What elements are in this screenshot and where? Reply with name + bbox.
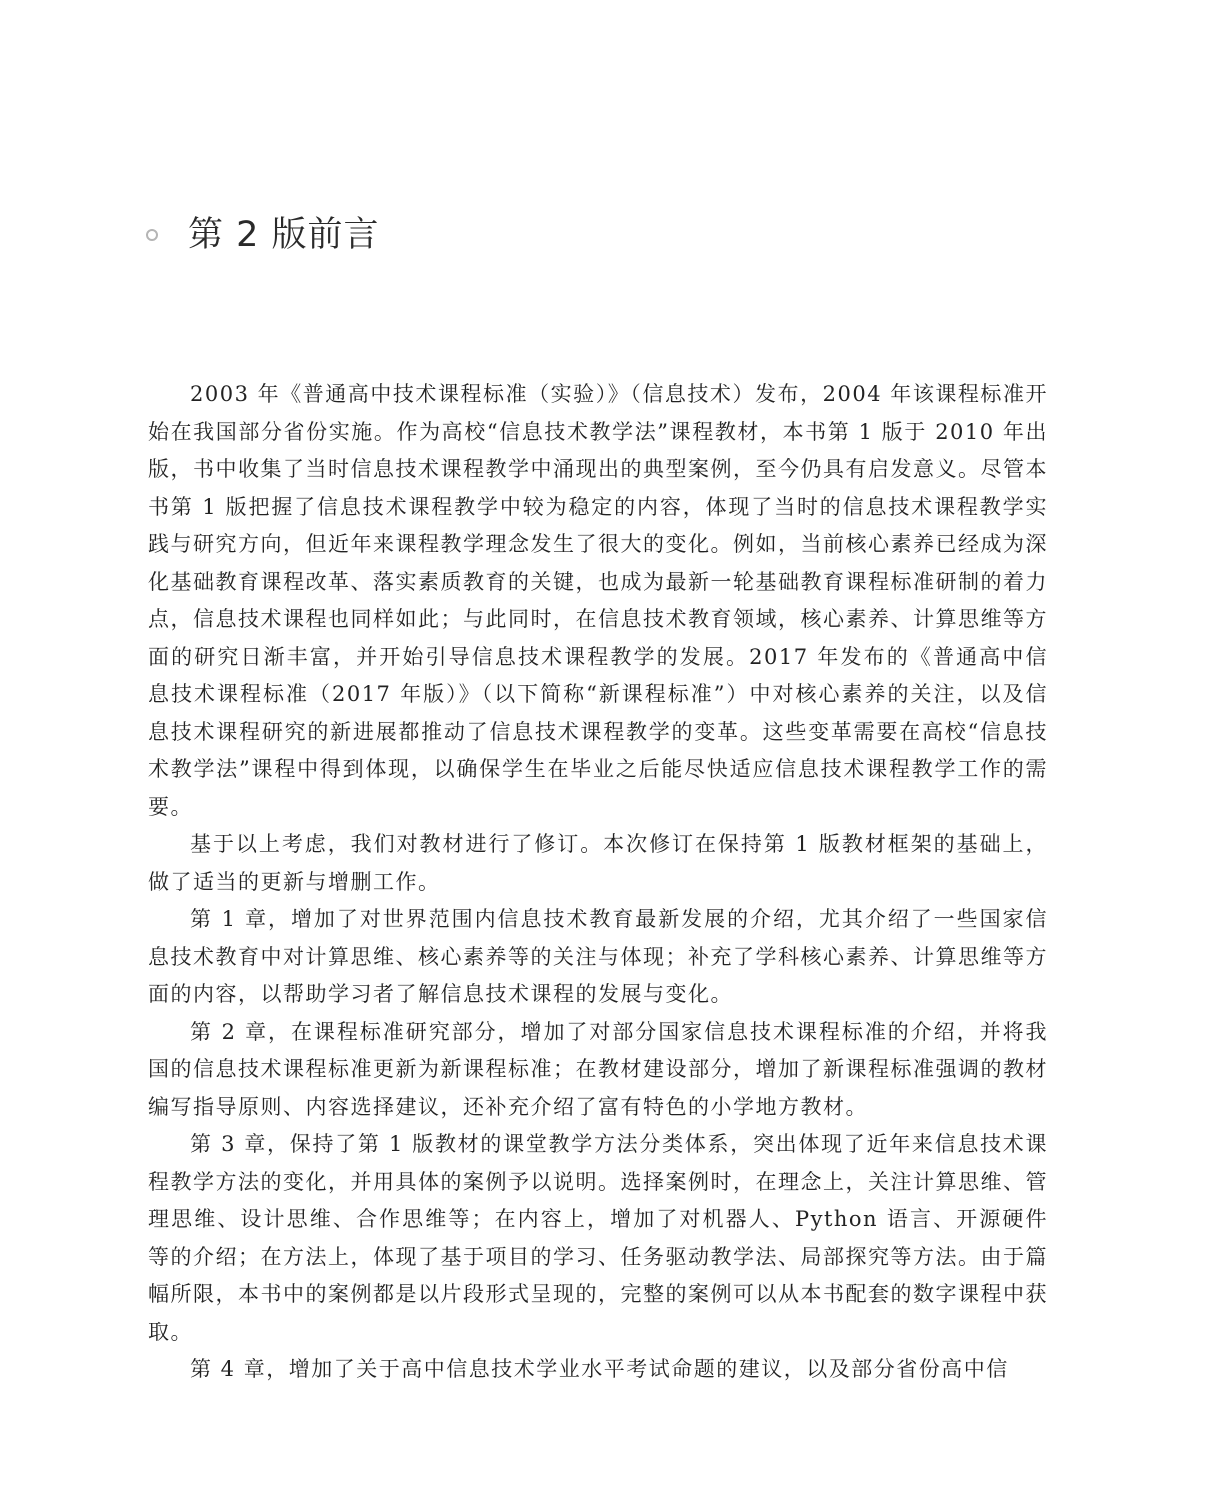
preface-body xyxy=(148,376,1048,1389)
section-heading xyxy=(146,188,380,283)
paragraph-intro: 2003 年《普通高中技术课程标准（实验）》（信息技术）发布，2004 年该课程标准开始在我国部分省份实施。作为高校“信息技术教学法”课程教材，本书第 1 版于 2010 年出版，书中收集了当时信息技术课程教学中涌现出的典型案例，至今仍具有启发意义。尽管本书第 1 版把握了信息技术课程教学中较为稳定的内容，体现了当时的信息技术课程教学实践与研究方向，但近年来课程教学理念发生了很大的变化。例如，当前核心素养已经成为深化基础教育课程改革、落实素质教育的关键，也成为最新一轮基础教育课程标准研制的着力点，信息技术课程也同样如此；与此同时，在信息技术教育领域，核心素养、计算思维等方面的研究日渐丰富，并开始引导信息技术课程教学的发展。2017 年发布的《普通高中信息技术课程标准（2017 年版）》（以下简称“新课程标准”）中对核心素养的关注，以及信息技术课程研究的新进展都推动了信息技术课程教学的变革。这些变革需要在高校“信息技术教学法”课程中得到体现，以确保学生在毕业之后能尽快适应信息技术课程教学工作的需要。 xyxy=(148,382,1048,819)
page-title: 第 2 版前言 xyxy=(188,215,380,256)
paragraph-chapter-2: 第 2 章，在课程标准研究部分，增加了对部分国家信息技术课程标准的介绍，并将我国的信息技术课程标准更新为新课程标准；在教材建设部分，增加了新课程标准强调的教材编写指导原则、内容选择建议，还补充介绍了富有特色的小学地方教材。 xyxy=(148,1019,1048,1119)
circle-bullet-icon xyxy=(146,229,158,241)
paragraph-chapter-1: 第 1 章，增加了对世界范围内信息技术教育最新发展的介绍，尤其介绍了一些国家信息技术教育中对计算思维、核心素养等的关注与体现；补充了学科核心素养、计算思维等方面的内容，以帮助学习者了解信息技术课程的发展与变化。 xyxy=(148,907,1048,1006)
paragraph-chapter-4: 第 4 章，增加了关于高中信息技术学业水平考试命题的建议，以及部分省份高中信 xyxy=(190,1357,1009,1381)
paragraph-chapter-3: 第 3 章，保持了第 1 版教材的课堂教学方法分类体系，突出体现了近年来信息技术课程教学方法的变化，并用具体的案例予以说明。选择案例时，在理念上，关注计算思维、管理思维、设计思维、合作思维等；在内容上，增加了对机器人、Python 语言、开源硬件等的介绍；在方法上，体现了基于项目的学习、任务驱动教学法、局部探究等方法。由于篇幅所限，本书中的案例都是以片段形式呈现的，完整的案例可以从本书配套的数字课程中获取。 xyxy=(148,1132,1048,1344)
paragraph-revision-overview: 基于以上考虑，我们对教材进行了修订。本次修订在保持第 1 版教材框架的基础上，做了适当的更新与增删工作。 xyxy=(148,832,1048,894)
